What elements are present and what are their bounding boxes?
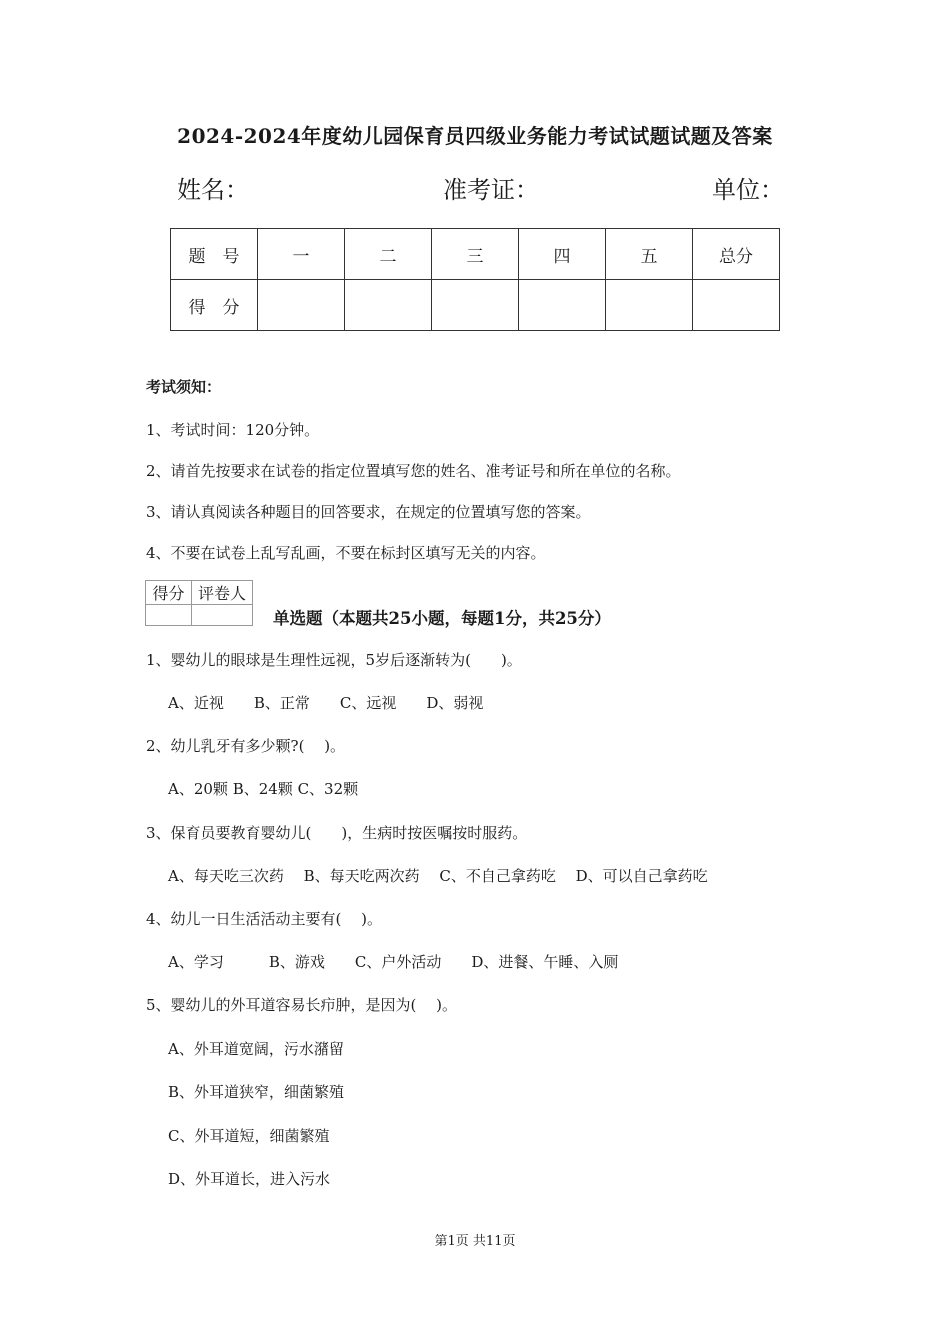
score-cell bbox=[606, 280, 693, 331]
question-option: B、外耳道狭窄，细菌繁殖 bbox=[168, 1083, 345, 1101]
score-table-header-row bbox=[171, 229, 780, 280]
notice-title: 考试须知： bbox=[146, 378, 222, 396]
score-table-col-5: 五 bbox=[606, 229, 693, 280]
question-stem: 2、幼儿乳牙有多少颗?( )。 bbox=[146, 737, 346, 755]
grader-name-cell bbox=[192, 605, 253, 626]
score-table-score-label: 得 分 bbox=[171, 280, 258, 331]
score-cell-total bbox=[693, 280, 780, 331]
score-cell bbox=[519, 280, 606, 331]
question-stem: 3、保育员要教育婴幼儿( )，生病时按医嘱按时服药。 bbox=[146, 824, 528, 842]
notice-item: 4、不要在试卷上乱写乱画，不要在标封区填写无关的内容。 bbox=[146, 544, 546, 562]
question-options: A、每天吃三次药 B、每天吃两次药 C、不自己拿药吃 D、可以自己拿药吃 bbox=[168, 867, 708, 885]
question-stem: 4、幼儿一日生活活动主要有( )。 bbox=[146, 910, 383, 928]
score-table-col-total: 总分 bbox=[693, 229, 780, 280]
score-cell bbox=[345, 280, 432, 331]
grader-box bbox=[145, 580, 253, 626]
grader-score-cell bbox=[146, 605, 192, 626]
score-table-col-3: 三 bbox=[432, 229, 519, 280]
unit-label: 单位： bbox=[712, 176, 784, 204]
grader-name-label: 评卷人 bbox=[192, 581, 253, 605]
question-option: A、外耳道宽阔，污水潴留 bbox=[168, 1040, 344, 1058]
score-cell bbox=[432, 280, 519, 331]
question-options: A、学习 B、游戏 C、户外活动 D、进餐、午睡、入厕 bbox=[168, 953, 619, 971]
notice-item: 2、请首先按要求在试卷的指定位置填写您的姓名、准考证号和所在单位的名称。 bbox=[146, 462, 681, 480]
page-title: 2024-2024年度幼儿园保育员四级业务能力考试试题试题及答案 bbox=[177, 124, 773, 148]
score-cell bbox=[258, 280, 345, 331]
page-footer: 第1页 共11页 bbox=[434, 1234, 516, 1249]
question-options: A、近视 B、正常 C、远视 D、弱视 bbox=[168, 694, 484, 712]
score-table-col-4: 四 bbox=[519, 229, 606, 280]
score-table-score-row bbox=[171, 280, 780, 331]
name-label: 姓名： bbox=[177, 176, 249, 204]
score-table-col-2: 二 bbox=[345, 229, 432, 280]
score-table-col-1: 一 bbox=[258, 229, 345, 280]
question-stem: 1、婴幼儿的眼球是生理性远视，5岁后逐渐转为( )。 bbox=[146, 651, 522, 669]
grader-score-label: 得分 bbox=[146, 581, 192, 605]
question-option: C、外耳道短，细菌繁殖 bbox=[168, 1127, 330, 1145]
question-option: D、外耳道长，进入污水 bbox=[168, 1170, 331, 1188]
question-stem: 5、婴幼儿的外耳道容易长疖肿，是因为( )。 bbox=[146, 996, 458, 1014]
section-title: 单选题（本题共25小题，每题1分，共25分） bbox=[273, 609, 611, 628]
question-options: A、20颗 B、24颗 C、32颗 bbox=[168, 780, 359, 798]
score-table bbox=[170, 228, 780, 331]
notice-item: 3、请认真阅读各种题目的回答要求，在规定的位置填写您的答案。 bbox=[146, 503, 591, 521]
notice-item: 1、考试时间：120分钟。 bbox=[146, 421, 320, 439]
score-table-header-label: 题 号 bbox=[171, 229, 258, 280]
exam-number-label: 准考证： bbox=[443, 176, 539, 204]
